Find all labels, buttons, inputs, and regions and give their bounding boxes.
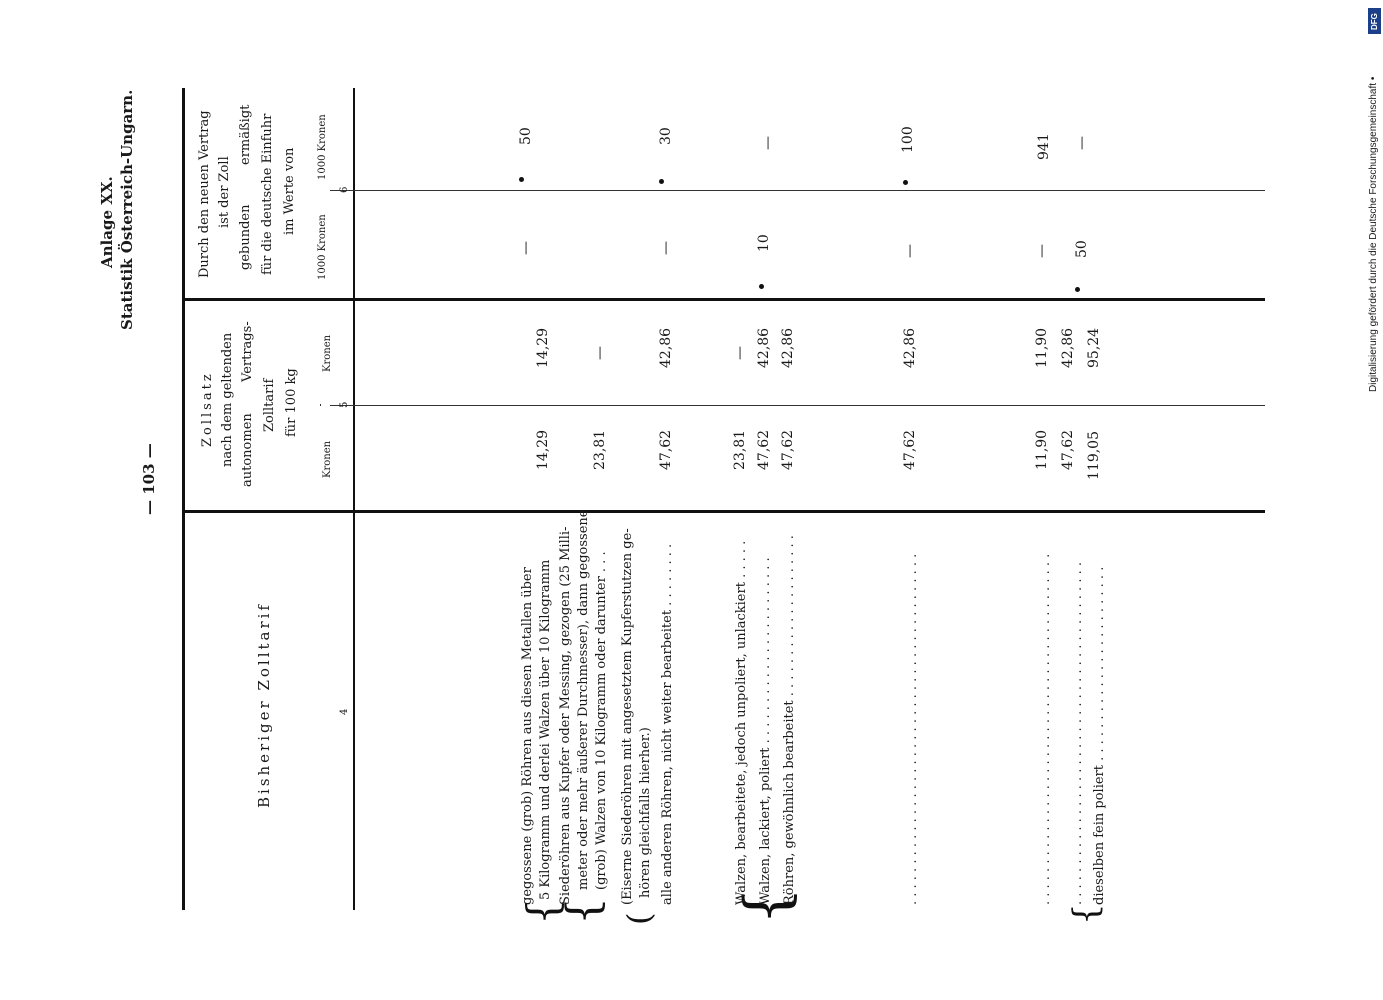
col5-header-unit: für 100 kg (284, 368, 299, 437)
col6-unit-ermaessigt: 1000 Kronen (317, 114, 328, 180)
row-description: hören gleichfalls hierher.) (638, 727, 653, 898)
col5-header-zolltarif: Zolltarif (262, 378, 277, 432)
row-description: Röhren, gewöhnlich bearbeitet . . . . . . . . . . . . . . . . . . . . (782, 535, 797, 905)
autonom-value: 47,62 (658, 429, 674, 470)
row-description: (grob) Walzen von 10 Kilogramm oder darunter . . . (594, 551, 609, 890)
autonom-value: 47,62 (902, 429, 918, 470)
ermaessigt-value: — (760, 136, 776, 150)
col4-header: Bisheriger Zolltarif (255, 602, 273, 808)
row-description: Walzen, bearbeitete, jedoch unpoliert, unlackiert . . . . . (734, 540, 749, 905)
autonom-value: 23,81 (592, 429, 608, 470)
autonom-value: 14,29 (535, 429, 551, 470)
row-description: . . . . . . . . . . . . . . . . . . . . . . . . . . . . . . . . . . . . . . . . . . . (905, 553, 920, 905)
ermaessigt-value: 100 (900, 126, 916, 153)
ermaessigt-value: — (1074, 136, 1090, 150)
brace-group-4: { (732, 886, 802, 925)
gebunden-value: 50 (1074, 240, 1090, 258)
col5-header-line2: nach dem geltenden (220, 332, 235, 467)
row-description: . . . . . . . . . . . . . . . . . . . . . . . . . . . . . . . . . . . . . . . . . . . (1038, 553, 1053, 905)
ermaessigt-value: 941 (1036, 133, 1052, 160)
brace-group-2: { (558, 897, 609, 925)
row-description: 5 Kilogramm und derlei Walzen über 10 Kilogramm (538, 559, 553, 900)
row-description: (Eiserne Siederöhren mit angesetztem Kupferstutzen ge- (620, 528, 635, 905)
tick (320, 404, 321, 406)
autonom-value: 23,81 (732, 429, 748, 470)
brace-group-3: ( (620, 912, 658, 925)
col5-header-autonom: autonomen (240, 413, 255, 487)
row-description: gegossene (grob) Röhren aus diesen Metallen über (520, 567, 535, 905)
col6-header-line4: für die deutsche Einfuhr (260, 113, 275, 275)
vertrag-value: 42,86 (756, 327, 772, 368)
ermaessigt-value: 30 (658, 127, 674, 145)
brace-group-1: { (518, 898, 567, 925)
bullet-marker (659, 179, 664, 184)
vertrag-value: 11,90 (1034, 327, 1050, 368)
vertrag-value: — (732, 346, 748, 360)
autonom-value: 11,90 (1034, 429, 1050, 470)
vertrag-value: 42,86 (902, 327, 918, 368)
col5-header-vertrag: Vertrags- (240, 321, 255, 382)
col5-header-zollsatz: Zollsatz (200, 371, 215, 447)
bullet-marker (1075, 287, 1080, 292)
dfg-logo: DFG (1368, 8, 1381, 34)
ermaessigt-value: 50 (518, 127, 534, 145)
vertrag-value: 42,86 (1060, 327, 1076, 368)
row-description: Siederöhren aus Kupfer oder Messing, gezogen (25 Milli- (558, 526, 573, 905)
autonom-value: 47,62 (1060, 429, 1076, 470)
gebunden-value: — (518, 241, 534, 255)
gebunden-value: 10 (756, 234, 772, 252)
row-description: meter oder mehr äußerer Durchmesser), dann gegossene (576, 509, 591, 890)
gebunden-value: — (1034, 244, 1050, 258)
rule-col4-col5 (185, 510, 1265, 513)
col5-number: 5 (339, 401, 350, 408)
bullet-marker (519, 177, 524, 182)
table-top-rule (182, 88, 185, 910)
col6-unit-gebunden: 1000 Kronen (317, 214, 328, 280)
col6-header-ermaessigt: ermäßigt (238, 104, 253, 165)
row-description: . . . . . . . . . . . . . . . . . . . . . . . . . . . . . . . . . . . . . . . . . . (1070, 562, 1085, 905)
autonom-value: 119,05 (1086, 431, 1102, 480)
autonom-value: 47,62 (780, 429, 796, 470)
digitization-note: Digitalisierung gefördert durch die Deutsche Forschungsgemeinschaft • (1368, 76, 1379, 392)
rule-col5-sub (330, 405, 1265, 406)
row-description: Walzen, lackiert, poliert . . . . . . . . . . . . . . . . . . . . . . . (758, 557, 773, 905)
col6-number: 6 (339, 186, 350, 193)
page-number: — 103 — (140, 443, 158, 515)
row-description: dieselben fein poliert . . . . . . . . . . . . . . . . . . . . . . . . (1092, 566, 1107, 905)
col4-number: 4 (339, 708, 350, 715)
col5-unit-vertrag: Kronen (322, 334, 333, 372)
col5-unit-autonom: Kronen (322, 440, 333, 478)
gebunden-value: — (902, 244, 918, 258)
rule-col5-col6 (185, 298, 1265, 301)
rule-col6-sub (330, 190, 1265, 191)
col6-header-line2: ist der Zoll (217, 156, 232, 228)
vertrag-value: 42,86 (658, 327, 674, 368)
bullet-marker (903, 180, 908, 185)
header-bottom-rule (353, 88, 355, 910)
annex-subtitle: Statistik Österreich-Ungarn. (118, 89, 136, 330)
annex-title: Anlage XX. (98, 176, 116, 268)
row-description: alle anderen Röhren, nicht weiter bearbeitet . . . . . . . . (660, 543, 675, 905)
bullet-marker (759, 284, 764, 289)
col6-header-line5: im Werte von (282, 147, 297, 235)
vertrag-value: — (592, 346, 608, 360)
vertrag-value: 42,86 (780, 327, 796, 368)
vertrag-value: 14,29 (535, 327, 551, 368)
gebunden-value: — (658, 241, 674, 255)
autonom-value: 47,62 (756, 429, 772, 470)
col6-header-gebunden: gebunden (238, 204, 253, 270)
col6-header-line1: Durch den neuen Vertrag (197, 110, 212, 278)
brace-group-5: { (1066, 903, 1106, 925)
vertrag-value: 95,24 (1086, 327, 1102, 368)
